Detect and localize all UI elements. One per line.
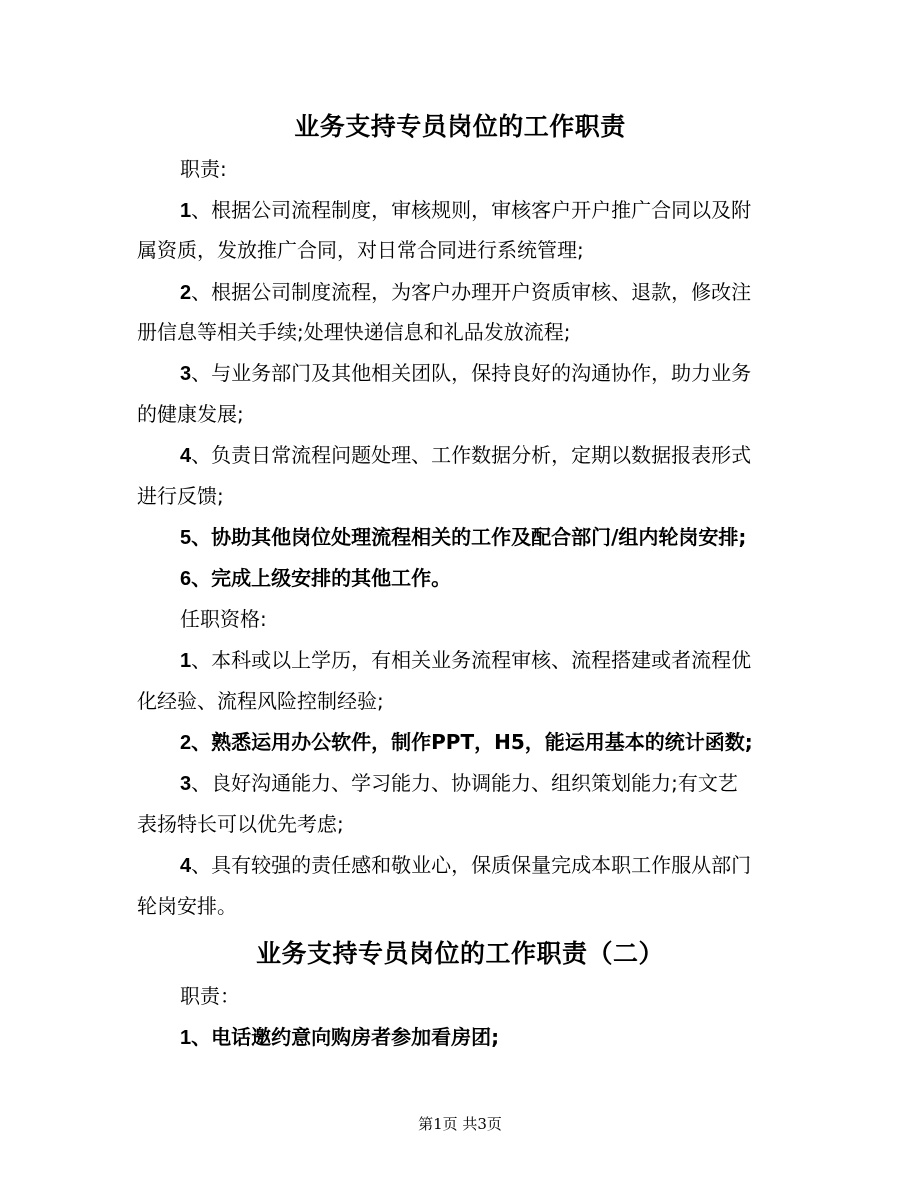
item-text: 、完成上级安排的其他工作。	[191, 566, 452, 590]
duty-item-1-cont: 属资质，发放推广合同，对日常合同进行系统管理;	[137, 238, 584, 262]
item-number: 1	[180, 1027, 192, 1049]
item-text: 、根据公司制度流程，为客户办理开户资质审核、退款，修改注	[191, 280, 752, 304]
duty-item-4-cont: 进行反馈;	[137, 484, 224, 508]
qual-item-4	[180, 851, 830, 880]
item-text: 、根据公司流程制度，审核规则，审核客户开户推广合同以及附	[191, 198, 752, 222]
item-number: 6	[180, 568, 192, 590]
document-title: 业务支持专员岗位的工作职责	[294, 112, 626, 141]
qual-item-3-cont: 表扬特长可以优先考虑;	[137, 812, 344, 836]
item-text: 、协助其他岗位处理流程相关的工作及配合部门/组内轮岗安排;	[191, 525, 747, 549]
item-number: 1	[180, 650, 192, 672]
item-text: 、良好沟通能力、学习能力、协调能力、组织策划能力;有文艺	[191, 771, 738, 795]
qual-item-1	[180, 646, 830, 675]
item-number: 3	[180, 773, 192, 795]
qual-item-4-cont: 轮岗安排。	[137, 894, 237, 918]
duties-heading: 职责:	[180, 157, 227, 181]
item-text: 、电话邀约意向购房者参加看房团;	[191, 1025, 500, 1049]
duty-item-4	[180, 441, 830, 470]
qualifications-heading: 任职资格:	[180, 607, 267, 631]
duty2-item-1	[180, 1023, 830, 1052]
duties2-heading: 职责：	[180, 984, 240, 1008]
duty-item-5	[180, 523, 830, 552]
section-title: 业务支持专员岗位的工作职责（二）	[255, 939, 664, 968]
duty-item-1	[180, 196, 830, 225]
item-text: 、本科或以上学历，有相关业务流程审核、流程搭建或者流程优	[191, 648, 752, 672]
qual-item-3	[180, 769, 830, 798]
page-footer: 第1页 共3页	[418, 1115, 502, 1133]
item-text: 、具有较强的责任感和敬业心，保质保量完成本职工作服从部门	[191, 853, 752, 877]
duty-item-2	[180, 278, 830, 307]
duty-item-3-cont: 的健康发展;	[137, 402, 244, 426]
item-text: 、与业务部门及其他相关团队，保持良好的沟通协作，助力业务	[191, 361, 752, 385]
item-text: 、熟悉运用办公软件，制作PPT，H5，能运用基本的统计函数;	[191, 730, 753, 754]
item-number: 1	[180, 200, 192, 222]
item-number: 5	[180, 527, 192, 549]
duty-item-3	[180, 359, 830, 388]
item-number: 4	[180, 445, 192, 467]
qual-item-2	[180, 728, 830, 757]
item-number: 3	[180, 363, 192, 385]
item-number: 4	[180, 855, 192, 877]
duty-item-2-cont: 册信息等相关手续;处理快递信息和礼品发放流程;	[137, 320, 571, 344]
item-text: 、负责日常流程问题处理、工作数据分析，定期以数据报表形式	[191, 443, 752, 467]
item-number: 2	[180, 732, 192, 754]
qual-item-1-cont: 化经验、流程风险控制经验;	[137, 689, 384, 713]
item-number: 2	[180, 282, 192, 304]
duty-item-6	[180, 564, 830, 593]
